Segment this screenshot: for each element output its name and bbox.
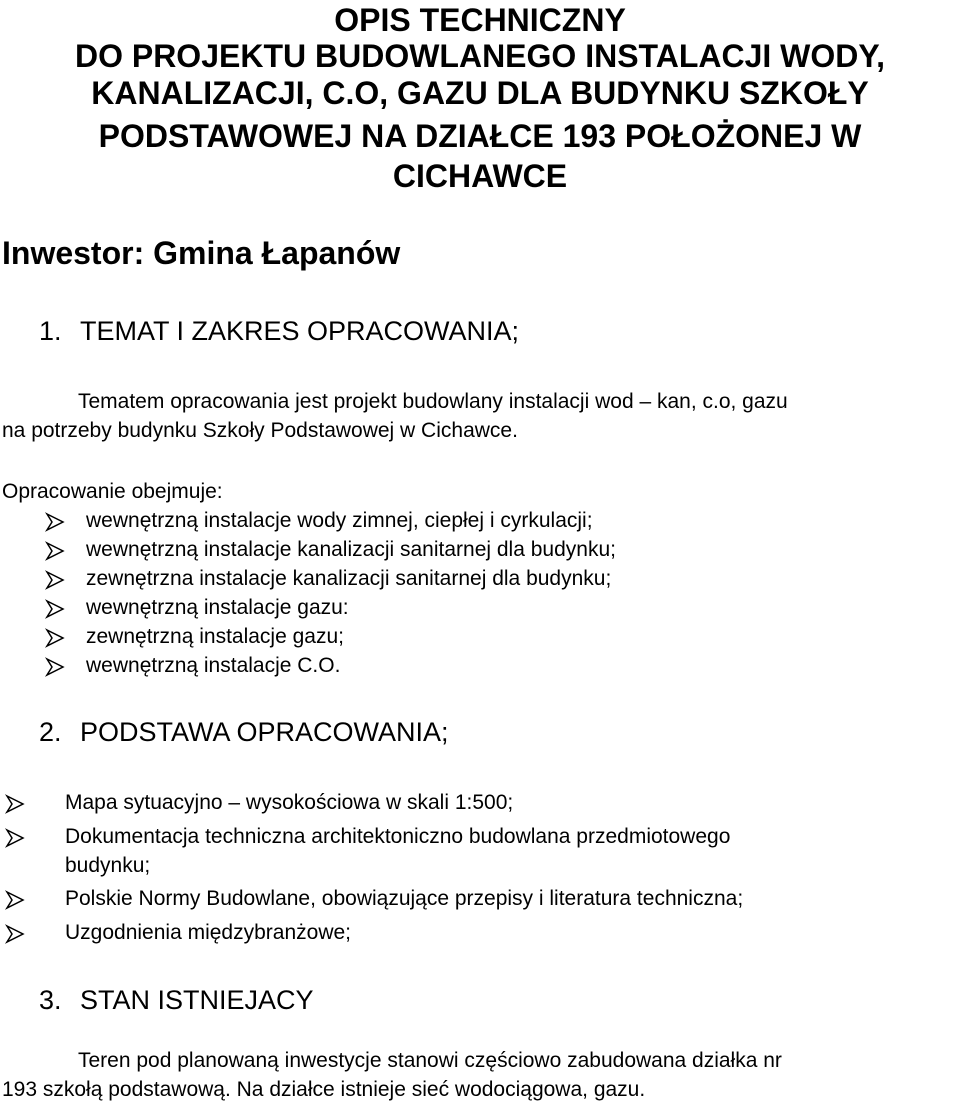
list-item: Mapa sytuacyjno – wysokościowa w skali 1:500; <box>65 791 514 814</box>
title-line: KANALIZACJI, C.O, GAZU DLA BUDYNKU SZKOŁY <box>91 75 869 111</box>
title-line: CICHAWCE <box>392 158 568 194</box>
arrowhead-bullet-icon <box>44 511 66 533</box>
arrowhead-bullet-icon <box>4 827 26 849</box>
paragraph-line: Tematem opracowania jest projekt budowlany instalacji wod – kan, c.o, gazu <box>78 390 788 413</box>
section-number: 1. <box>39 316 62 346</box>
arrowhead-bullet-icon <box>44 627 66 649</box>
arrowhead-bullet-icon <box>4 889 26 911</box>
title-line: PODSTAWOWEJ NA DZIAŁCE 193 POŁOŻONEJ W <box>98 118 862 154</box>
section-number: 2. <box>39 717 62 747</box>
arrowhead-bullet-icon <box>44 598 66 620</box>
section-heading: STAN ISTNIEJACY <box>80 985 314 1015</box>
section-number: 3. <box>39 985 62 1015</box>
paragraph-line: na potrzeby budynku Szkoły Podstawowej w Cichawce. <box>2 419 518 442</box>
scope-intro: Opracowanie obejmuje: <box>2 480 223 503</box>
list-item: wewnętrzną instalacje kanalizacji sanitarnej dla budynku; <box>86 538 616 561</box>
list-item: wewnętrzną instalacje gazu: <box>86 596 349 619</box>
title-line: OPIS TECHNICZNY <box>334 2 626 38</box>
paragraph-line: Teren pod planowaną inwestycje stanowi częściowo zabudowana działka nr <box>78 1049 782 1072</box>
list-item-continuation: budynku; <box>65 854 151 877</box>
section-heading: PODSTAWA OPRACOWANIA; <box>80 717 449 747</box>
section-heading: TEMAT I ZAKRES OPRACOWANIA; <box>80 316 520 346</box>
title-line: DO PROJEKTU BUDOWLANEGO INSTALACJI WODY, <box>74 38 886 74</box>
paragraph-line: 193 szkołą podstawową. Na działce istnieje sieć wodociągowa, gazu. <box>2 1078 646 1101</box>
list-item: Dokumentacja techniczna architektoniczno budowlana przedmiotowego <box>65 825 731 848</box>
arrowhead-bullet-icon <box>44 656 66 678</box>
list-item: zewnętrzną instalacje gazu; <box>86 625 344 648</box>
list-item: wewnętrzną instalacje wody zimnej, ciepłej i cyrkulacji; <box>86 509 593 532</box>
list-item: wewnętrzną instalacje C.O. <box>86 654 341 677</box>
investor-line: Inwestor: Gmina Łapanów <box>2 235 401 271</box>
list-item: Uzgodnienia międzybranżowe; <box>65 921 351 944</box>
list-item: Polskie Normy Budowlane, obowiązujące przepisy i literatura techniczna; <box>65 887 744 910</box>
arrowhead-bullet-icon <box>44 569 66 591</box>
arrowhead-bullet-icon <box>44 540 66 562</box>
arrowhead-bullet-icon <box>4 793 26 815</box>
arrowhead-bullet-icon <box>4 923 26 945</box>
list-item: zewnętrzna instalacje kanalizacji sanitarnej dla budynku; <box>86 567 612 590</box>
